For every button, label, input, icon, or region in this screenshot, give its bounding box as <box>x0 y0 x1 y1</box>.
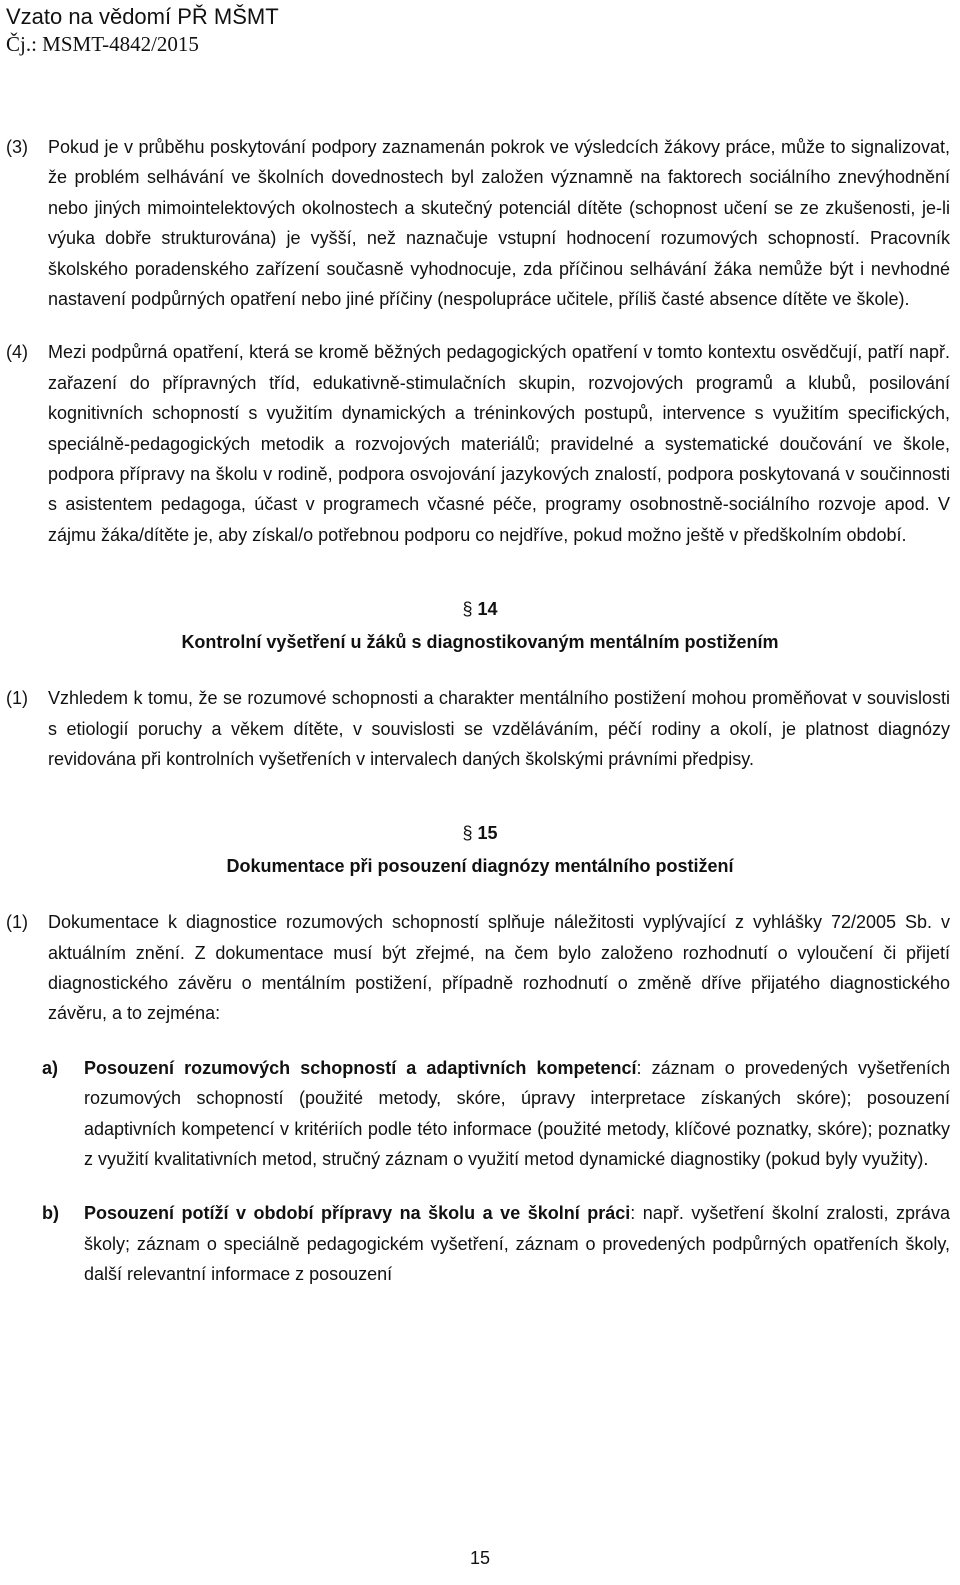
paragraph-number: (4) <box>6 342 28 363</box>
paragraph-number: (1) <box>6 688 28 709</box>
paragraph-text: Pokud je v průběhu poskytování podpory zaznamenán pokrok ve výsledcích žákovy práce, může to signalizovat, že problém selhávání ve školních dovednostech byl založen významně na faktorech sociálního znevýhodnění nebo jiných mimointelektových okolnostech a skutečný potenciál dítěte (schopnost učení se ze zkušenosti, je-li výuka dobře strukturována) je vyšší, než naznačuje vstupní hodnocení rozumových schopností. Pracovník školského poradenského zařízení současně vyhodnocuje, zda příčinou selhávání žáka nemůže být i nevhodné nastavení podpůrných opatření nebo jiné příčiny (nespolupráce učitele, příliš časté absence dítěte ve škole). <box>48 137 950 310</box>
section-title: Dokumentace při posouzení diagnózy mentálního postižení <box>226 855 734 876</box>
list-item-letter: b) <box>42 1203 59 1224</box>
section-15-heading <box>0 818 960 881</box>
list-item-heading: Posouzení rozumových schopností a adaptivních kompetencí <box>84 1057 637 1078</box>
page-number: 15 <box>469 1548 491 1568</box>
list-item-letter: a) <box>42 1057 59 1078</box>
list-item-b <box>0 1198 960 1289</box>
list-item-text <box>48 1198 960 1289</box>
paragraph-text: Vzhledem k tomu, že se rozumové schopnosti a charakter mentálního postižení mohou proměňovat v souvislosti s etiologií poruchy a věkem dítěte, v souvislosti se vzděláváním, péčí rodiny a okolí, je platnost diagnózy revidována při kontrolních vyšetřeních v intervalech daných školskými právními předpisy. <box>48 688 950 769</box>
list-item-heading: Posouzení potíží v období přípravy na školu a ve školní práci <box>84 1203 631 1224</box>
section-15-paragraph-1 <box>0 907 960 1029</box>
list-item-a <box>0 1053 960 1175</box>
paragraph-text: Mezi podpůrná opatření, která se kromě běžných pedagogických opatření v tomto kontextu osvědčují, patří např. zařazení do přípravných tříd, edukativně-stimulačních skupin, rozvojových programů a klubů, posilování kognitivních schopností s využitím dynamických a tréninkových postupů, intervence s využitím specifických, speciálně-pedagogických metodik a rozvojových materiálů; pravidelné a systematické doučování ve škole, podpora přípravy na školu v rodině, podpora osvojování jazykových znalostí, podpora poskytovaná v součinnosti s asistentem pedagoga, účast v programech včasné péče, programy osobnostně-sociálního rozvoje apod. V zájmu žáka/dítěte je, aby získal/o potřebnou podporu co nejdříve, pokud možno ještě v předškolním období. <box>48 342 950 545</box>
list-item-text <box>48 1053 960 1175</box>
header-reference-number: Čj.: MSMT-4842/2015 <box>6 32 199 56</box>
list-item-body: : např. vyšetření školní zralosti, zpráva školy; záznam o speciálně pedagogickém vyšetření, záznam o provedených podpůrných opatřeních školy, další relevantní informace z posouzení <box>84 1203 950 1285</box>
paragraph-3 <box>0 132 960 314</box>
section-number: § 15 <box>462 823 498 844</box>
document-header <box>6 3 279 57</box>
section-title: Kontrolní vyšetření u žáků s diagnostikovaným mentálním postižením <box>181 631 779 652</box>
paragraph-number: (1) <box>6 912 28 933</box>
paragraph-number: (3) <box>6 137 28 157</box>
list-item-body: : záznam o provedených vyšetřeních rozumových schopností (použité metody, skóre, úpravy interpretace získaných skóre); posouzení adaptivních kompetencí v kritériích podle této informace (použité metody, klíčové poznatky, skóre); poznatky z využití kvalitativních metod, stručný záznam o využití metod dynamické diagnostiky (pokud byly využity). <box>84 1057 950 1169</box>
section-14-heading <box>0 594 960 657</box>
paragraph-text: Dokumentace k diagnostice rozumových schopností splňuje náležitosti vyplývající z vyhlášky 72/2005 Sb. v aktuálním znění. Z dokumentace musí být zřejmé, na čem bylo založeno rozhodnutí o vyloučení či přijetí diagnostického závěru o mentálním postižení, případně rozhodnutí o změně dříve přijatého diagnostického závěru, a to zejména: <box>48 912 950 1024</box>
header-note: Vzato na vědomí PŘ MŠMT <box>6 4 279 29</box>
document-body <box>0 132 960 1290</box>
section-number: § 14 <box>462 599 498 620</box>
paragraph-4 <box>0 337 960 550</box>
section-14-paragraph-1 <box>0 683 960 774</box>
